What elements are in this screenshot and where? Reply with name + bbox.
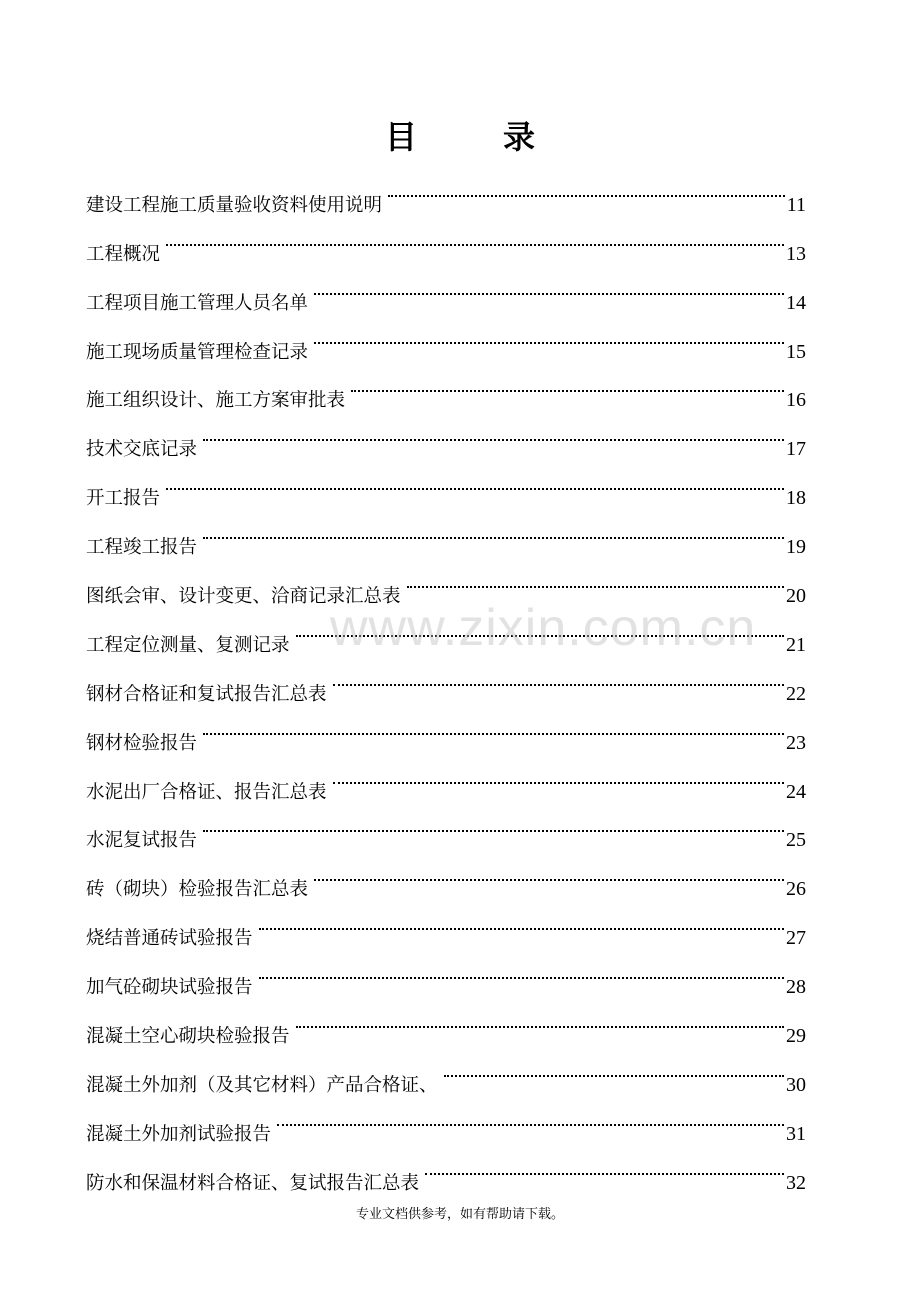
toc-entry-page: 16 <box>786 389 806 412</box>
toc-dot-leader <box>166 211 784 260</box>
toc-dot-leader <box>407 553 784 602</box>
toc-entry[interactable] <box>86 211 806 265</box>
toc-entry-page: 32 <box>786 1171 806 1194</box>
toc-entry-page: 23 <box>786 731 806 754</box>
toc-entry-title: 图纸会审、设计变更、洽商记录汇总表 <box>86 586 401 608</box>
toc-dot-leader <box>277 1091 784 1140</box>
toc-dot-leader <box>425 1140 784 1189</box>
toc-title-char-2: 录 <box>503 118 536 156</box>
toc-dot-leader <box>314 309 784 358</box>
toc-list <box>86 162 806 1194</box>
toc-entry-page: 29 <box>786 1025 806 1048</box>
toc-dot-leader <box>259 895 784 944</box>
toc-entry-title: 混凝土外加剂（及其它材料）产品合格证、 <box>86 1074 438 1096</box>
toc-entry-title: 混凝土外加剂试验报告 <box>86 1123 272 1145</box>
toc-entry-page: 18 <box>786 487 806 510</box>
toc-entry-title: 建设工程施工质量验收资料使用说明 <box>86 194 383 216</box>
toc-entry-title: 施工组织设计、施工方案审批表 <box>86 390 346 412</box>
toc-entry-page: 28 <box>786 976 806 999</box>
toc-dot-leader <box>314 260 784 309</box>
toc-dot-leader <box>333 749 784 798</box>
toc-entry-page: 19 <box>786 536 806 559</box>
toc-dot-leader <box>444 1042 784 1091</box>
toc-entry-title: 加气砼砌块试验报告 <box>86 977 253 999</box>
toc-entry-title: 技术交底记录 <box>86 439 198 461</box>
toc-entry-title: 钢材合格证和复试报告汇总表 <box>86 683 327 705</box>
toc-entry-title: 防水和保温材料合格证、复试报告汇总表 <box>86 1172 420 1194</box>
toc-dot-leader <box>203 406 784 455</box>
toc-entry-page: 17 <box>786 438 806 461</box>
toc-dot-leader <box>296 993 784 1042</box>
toc-dot-leader <box>166 455 784 504</box>
toc-entry-page: 13 <box>786 242 806 265</box>
toc-entry-title: 砖（砌块）检验报告汇总表 <box>86 879 309 901</box>
toc-entry[interactable] <box>86 504 806 559</box>
toc-entry-page: 22 <box>786 682 806 705</box>
toc-entry-title: 烧结普通砖试验报告 <box>86 928 253 950</box>
toc-entry-page: 27 <box>786 927 806 950</box>
toc-entry[interactable] <box>86 260 806 314</box>
toc-entry-title: 施工现场质量管理检查记录 <box>86 341 309 363</box>
toc-entry-title: 混凝土空心砌块检验报告 <box>86 1026 290 1048</box>
toc-entry-page: 26 <box>786 878 806 901</box>
toc-entry-page: 14 <box>786 291 806 314</box>
toc-title-char-1: 目 <box>384 118 417 156</box>
toc-entry[interactable] <box>86 455 806 510</box>
toc-dot-leader <box>333 651 784 700</box>
toc-entry[interactable] <box>86 162 806 216</box>
toc-entry-title: 工程竣工报告 <box>86 537 198 559</box>
toc-dot-leader <box>296 602 784 651</box>
toc-entry-page: 25 <box>786 829 806 852</box>
toc-entry-title: 工程概况 <box>86 243 161 265</box>
toc-dot-leader <box>259 944 784 993</box>
toc-entry-page: 21 <box>786 633 806 656</box>
toc-dot-leader <box>314 846 784 895</box>
toc-entry-page: 15 <box>786 340 806 363</box>
watermark-text: www.zixin.com.cn <box>330 599 757 657</box>
toc-entry-page: 24 <box>786 780 806 803</box>
footer-note: 专业文档供参考，如有帮助请下载。 <box>355 1207 564 1222</box>
toc-dot-leader <box>203 798 784 847</box>
toc-entry-title: 工程项目施工管理人员名单 <box>86 292 309 314</box>
toc-dot-leader <box>388 162 785 211</box>
toc-entry-page: 30 <box>786 1073 806 1096</box>
toc-title <box>0 112 920 162</box>
toc-entry-title: 水泥复试报告 <box>86 830 198 852</box>
toc-entry-title: 工程定位测量、复测记录 <box>86 634 290 656</box>
toc-entry-title: 水泥出厂合格证、报告汇总表 <box>86 781 327 803</box>
toc-entry-page: 20 <box>786 585 806 608</box>
toc-entry-page: 11 <box>786 193 806 216</box>
toc-entry-title: 开工报告 <box>86 488 161 510</box>
toc-entry-page: 31 <box>786 1122 806 1145</box>
toc-entry-title: 钢材检验报告 <box>86 732 198 754</box>
toc-dot-leader <box>203 504 784 553</box>
toc-dot-leader <box>203 700 784 749</box>
toc-dot-leader <box>351 358 784 407</box>
